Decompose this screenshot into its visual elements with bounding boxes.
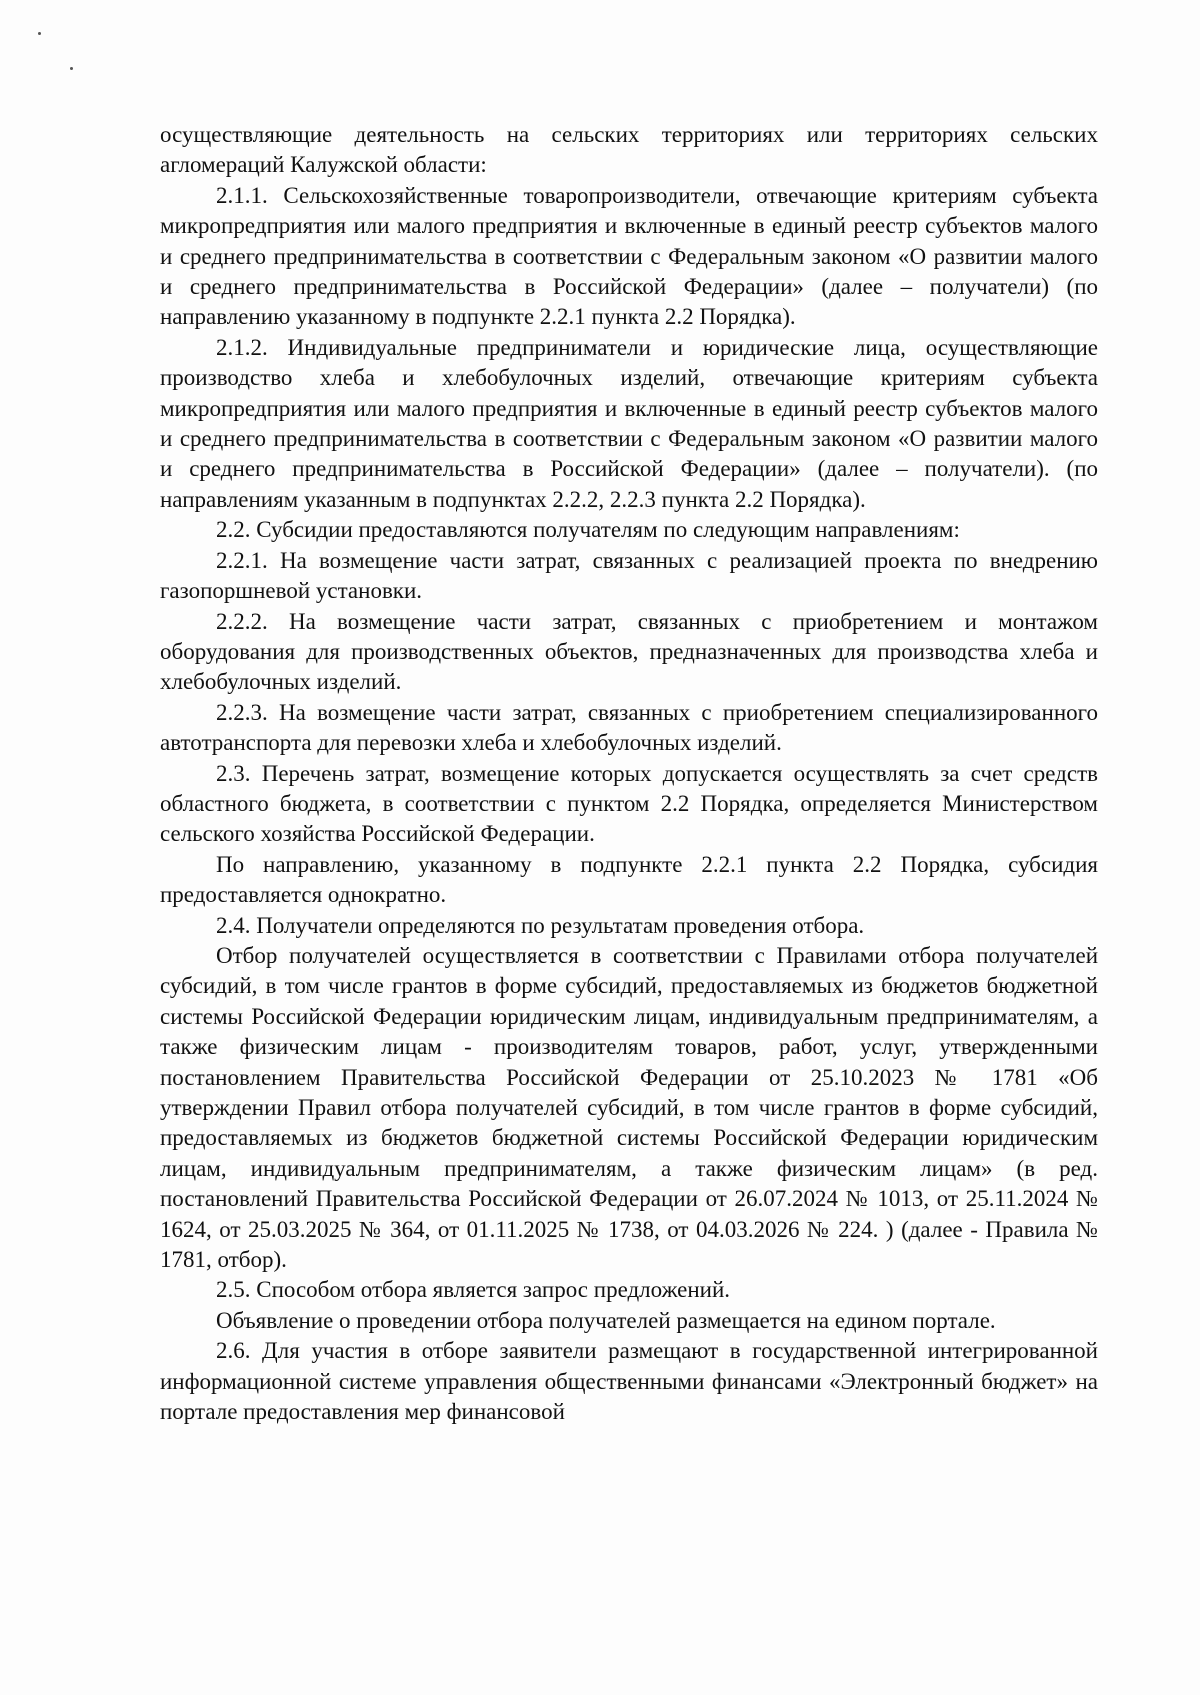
paragraph-2-2-2: 2.2.2. На возмещение части затрат, связанных с приобретением и монтажом оборудования для производственных объектов, предназначенных для производства хлеба и хлебобулочных изделий. bbox=[160, 608, 1098, 695]
paragraph-2-5: 2.5. Способом отбора является запрос предложений. bbox=[216, 1277, 731, 1303]
document-body bbox=[160, 120, 1098, 1427]
paragraph-2-3-note: По направлению, указанному в подпункте 2.2.1 пункта 2.2 Порядка, субсидия предоставляется однократно. bbox=[160, 851, 1098, 908]
paragraph-continuation: осуществляющие деятельность на сельских территориях или территориях сельских агломераций Калужской области: bbox=[160, 122, 1098, 178]
paragraph-2-2-3: 2.2.3. На возмещение части затрат, связанных с приобретением специализированного автотранспорта для перевозки хлеба и хлебобулочных изделий. bbox=[160, 699, 1098, 756]
paragraph-2-1-2: 2.1.2. Индивидуальные предприниматели и юридические лица, осуществляющие производство хлеба и хлебобулочных изделий, отвечающие критериям субъекта микропредприятия или малого предприятия и включенные в единый реестр субъектов малого и среднего предпринимательства в соответствии с Федеральным законом «О развитии малого и среднего предпринимательства в Российской Федерации» (далее – получатели). (по направлениям указанным в подпунктах 2.2.2, 2.2.3 пункта 2.2 Порядка). bbox=[160, 334, 1098, 512]
paragraph-2-4: 2.4. Получатели определяются по результатам проведения отбора. bbox=[216, 912, 865, 938]
scan-speck bbox=[38, 32, 41, 35]
paragraph-2-5-announcement: Объявление о проведении отбора получателей размещается на едином портале. bbox=[216, 1307, 996, 1333]
paragraph-2-3: 2.3. Перечень затрат, возмещение которых допускается осуществлять за счет средств областного бюджета, в соответствии с пунктом 2.2 Порядка, определяется Министерством сельского хозяйства Российской Федерации. bbox=[160, 760, 1098, 847]
paragraph-2-6: 2.6. Для участия в отборе заявители размещают в государственной интегрированной информационной системе управления общественными финансами «Электронный бюджет» на портале предоставления мер финансовой bbox=[160, 1338, 1098, 1425]
scan-speck bbox=[70, 67, 73, 70]
paragraph-2-4-rules: Отбор получателей осуществляется в соответствии с Правилами отбора получателей субсидий, в том числе грантов в форме субсидий, предоставляемых из бюджетов бюджетной системы Российской Федерации юридическим лицам, индивидуальным предпринимателям, а также физическим лицам - производителям товаров, работ, услуг, утвержденными постановлением Правительства Российской Федерации от 25.10.2023 № 1781 «Об утверждении Правил отбора получателей субсидий, в том числе грантов в форме субсидий, предоставляемых из бюджетов бюджетной системы Российской Федерации юридическим лицам, индивидуальным предпринимателям, а также физическим лицам» (в ред. постановлений Правительства Российской Федерации от 26.07.2024 № 1013, от 25.11.2024 № 1624, от 25.03.2025 № 364, от 01.11.2025 № 1738, от 04.03.2026 № 224. ) (далее - Правила № 1781, отбор). bbox=[160, 942, 1098, 1273]
paragraph-2-2-1: 2.2.1. На возмещение части затрат, связанных с реализацией проекта по внедрению газопоршневой установки. bbox=[160, 547, 1098, 604]
paragraph-2-2: 2.2. Субсидии предоставляются получателям по следующим направлениям: bbox=[216, 517, 960, 543]
paragraph-2-1-1: 2.1.1. Сельскохозяйственные товаропроизводители, отвечающие критериям субъекта микропредприятия или малого предприятия и включенные в единый реестр субъектов малого и среднего предпринимательства в соответствии с Федеральным законом «О развитии малого и среднего предпринимательства в Российской Федерации» (далее – получатели) (по направлению указанному в подпункте 2.2.1 пункта 2.2 Порядка). bbox=[160, 182, 1098, 330]
